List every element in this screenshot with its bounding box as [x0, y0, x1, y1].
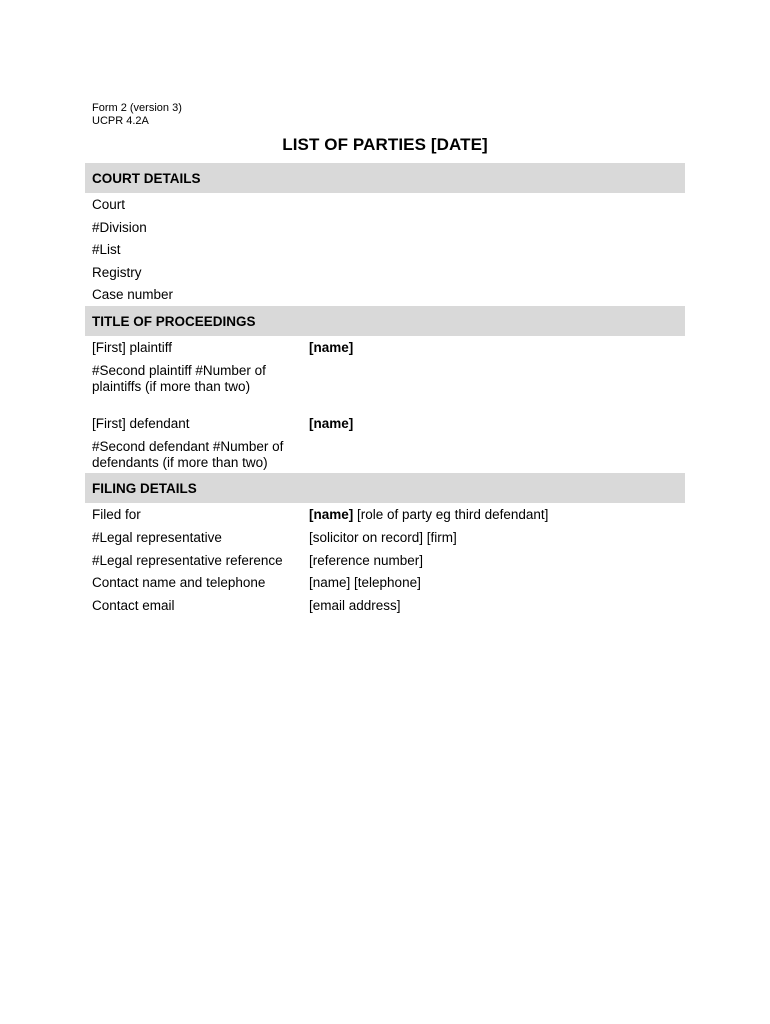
title-of-proceedings-header	[85, 306, 685, 336]
filed-for-value	[309, 507, 548, 523]
filed-for-name: [name]	[309, 507, 354, 522]
division-label: #Division	[92, 220, 147, 235]
filing-details-header	[85, 473, 685, 503]
court-details-heading: COURT DETAILS	[92, 171, 201, 186]
contact-value: [name] [telephone]	[309, 575, 421, 590]
first-plaintiff-label: [First] plaintiff	[92, 340, 173, 355]
case-number-label: Case number	[92, 287, 174, 302]
form-identifier	[92, 102, 182, 128]
filed-for-label: Filed for	[92, 507, 141, 522]
filed-for-role: [role of party eg third defendant]	[353, 507, 549, 522]
first-plaintiff-value: [name]	[309, 340, 354, 355]
court-label: Court	[92, 197, 126, 212]
title-of-proceedings-heading: TITLE OF PROCEEDINGS	[92, 314, 256, 329]
form-rule: UCPR 4.2A	[92, 115, 149, 127]
legal-representative-label: #Legal representative	[92, 530, 222, 545]
first-defendant-value: [name]	[309, 416, 354, 431]
registry-label: Registry	[92, 265, 142, 280]
document-title: LIST OF PARTIES [DATE]	[282, 135, 488, 154]
contact-label: Contact name and telephone	[92, 575, 266, 590]
contact-email-label: Contact email	[92, 598, 175, 613]
legal-representative-reference-label: #Legal representative reference	[92, 553, 283, 568]
first-defendant-label: [First] defendant	[92, 416, 190, 431]
legal-representative-value: [solicitor on record] [firm]	[309, 530, 457, 545]
form-version: Form 2 (version 3)	[92, 102, 182, 114]
second-plaintiff-label: #Second plaintiff #Number of plaintiffs (if more than two)	[92, 363, 266, 394]
second-defendant-label: #Second defendant #Number of defendants (if more than two)	[92, 439, 284, 470]
legal-representative-reference-value: [reference number]	[309, 553, 424, 568]
filing-details-heading: FILING DETAILS	[92, 481, 197, 496]
court-details-header	[85, 163, 685, 193]
contact-email-value: [email address]	[309, 598, 401, 613]
list-label: #List	[92, 242, 121, 257]
